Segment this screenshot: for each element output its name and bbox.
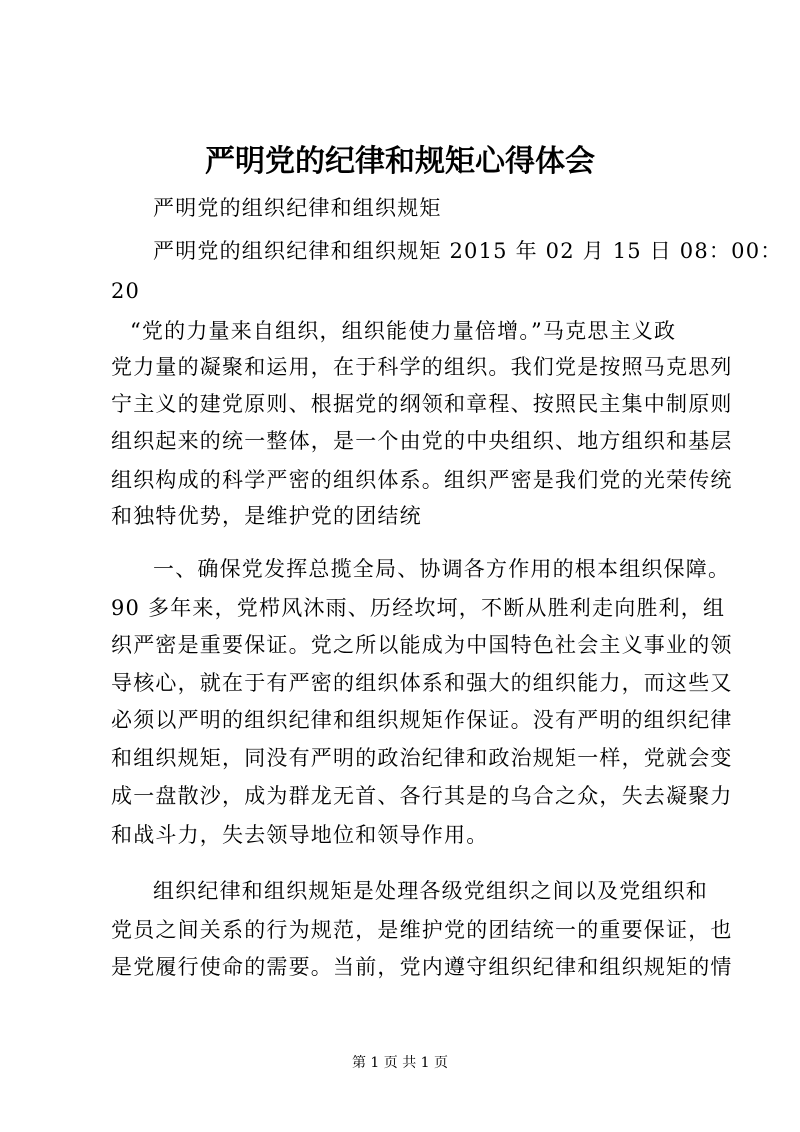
text-line: 必须以严明的组织纪律和组织规矩作保证。没有严明的组织纪律: [111, 708, 733, 732]
text-line: 一、确保党发挥总揽全局、协调各方作用的根本组织保障。: [153, 557, 731, 581]
text-line: 党力量的凝聚和运用，在于科学的组织。我们党是按照马克思列: [111, 355, 733, 379]
text-line: 宁主义的建党原则、根据党的纲领和章程、按照民主集中制原则: [111, 392, 733, 416]
text-line: 90 多年来，党栉风沐雨、历经坎坷，不断从胜利走向胜利，组: [111, 596, 726, 620]
text-line: “党的力量来自组织，组织能使力量倍增。”马克思主义政: [130, 319, 677, 343]
page-footer: 第 1 页 共 1 页: [351, 1055, 449, 1071]
document-title: 严明党的纪律和规矩心得体会: [205, 144, 595, 179]
text-line: 组织起来的统一整体，是一个由党的中央组织、地方组织和基层: [111, 429, 733, 453]
text-line: 和战斗力，失去领导地位和领导作用。: [111, 823, 489, 847]
text-line: 组织构成的科学严密的组织体系。组织严密是我们党的光荣传统: [111, 468, 733, 492]
text-line: 和独特优势，是维护党的团结统: [111, 504, 422, 528]
text-line: 导核心，就在于有严密的组织体系和强大的组织能力，而这些又: [111, 671, 733, 695]
text-line: 成一盘散沙，成为群龙无首、各行其是的乌合之众，失去凝聚力: [111, 784, 733, 808]
text-line: 组织纪律和组织规矩是处理各级党组织之间以及党组织和: [153, 879, 708, 903]
text-line: 严明党的组织纪律和组织规矩: [153, 196, 442, 220]
text-line: 是党履行使命的需要。当前，党内遵守组织纪律和组织规矩的情: [111, 955, 733, 979]
text-line: 和组织规矩，同没有严明的政治纪律和政治规矩一样，党就会变: [111, 746, 733, 770]
text-line: 党员之间关系的行为规范，是维护党的团结统一的重要保证，也: [111, 918, 733, 942]
text-line: 织严密是重要保证。党之所以能成为中国特色社会主义事业的领: [111, 633, 733, 657]
text-line: 严明党的组织纪律和组织规矩 2015 年 02 月 15 日 08：00：: [153, 239, 783, 263]
text-line: 20: [111, 279, 141, 303]
